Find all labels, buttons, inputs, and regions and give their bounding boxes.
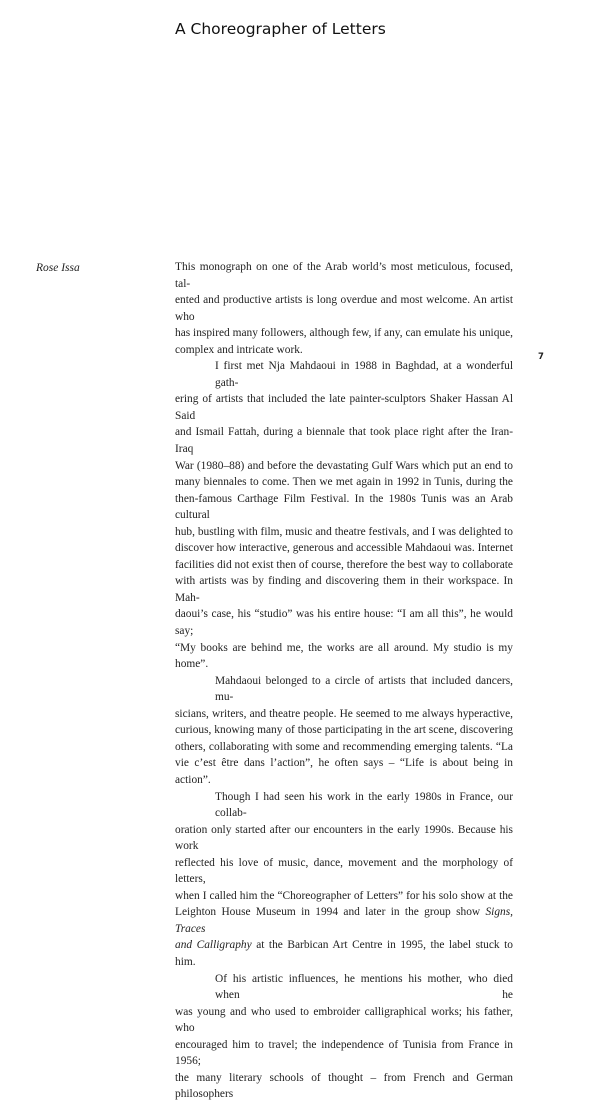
exhibition-title: Signs, Traces: [175, 906, 513, 935]
text-line: “My books are behind me, the works are all around. My studio is my home”.: [175, 641, 513, 671]
text-line: complex and intricate work.: [175, 343, 303, 356]
text-line: daoui’s case, his “studio” was his entire house: “I am all this”, he would say;: [175, 608, 513, 638]
text-line: oration only started after our encounters in the early 1990s. Because his work: [175, 823, 513, 853]
text-line: was young and who used to embroider calligraphical works; his father, who: [175, 1005, 513, 1035]
text-line: reflected his love of music, dance, movement and the morphology of letters,: [175, 856, 513, 886]
text-line: discover how interactive, generous and accessible Mahdaoui was. Internet: [175, 542, 513, 555]
text-line: encouraged him to travel; the independence of Tunisia from France in 1956;: [175, 1038, 513, 1068]
text-line: when I called him the “Choreographer of Letters” for his solo show at the: [175, 889, 513, 902]
text-line: ering of artists that included the late painter-sculptors Shaker Hassan Al Said: [175, 393, 513, 422]
paragraph-4: [175, 789, 513, 971]
paragraph-3: [175, 673, 513, 789]
text-line: hub, bustling with film, music and theatre festivals, and I was delighted to: [175, 525, 513, 538]
text-line: This monograph on one of the Arab world’s most meticulous, focused, tal-: [175, 261, 513, 290]
text-line: and Ismail Fattah, during a biennale that took place right after the Iran-Iraq: [175, 426, 513, 456]
exhibition-title: and Calligraphy: [175, 939, 252, 952]
text-line: the many literary schools of thought – from French and German philosophers: [175, 1071, 513, 1101]
text-line: Of his artistic influences, he mentions his mother, who died when he: [215, 972, 513, 1002]
text-line: has inspired many followers, although few, if any, can emulate his unique,: [175, 327, 513, 340]
text-line: Mahdaoui belonged to a circle of artists that included dancers, mu-: [215, 674, 513, 704]
text-line: Though I had seen his work in the early 1980s in France, our collab-: [215, 790, 513, 820]
text-fragment: Leighton House Museum in 1994 and later in the group show: [175, 906, 486, 919]
paragraph-1: [175, 259, 513, 358]
paragraph-5: [175, 971, 513, 1103]
text-line: War (1980–88) and before the devastating Gulf Wars which put an end to: [175, 459, 513, 472]
text-line: vie c’est être dans l’action”, he often says – “Life is about being in action”.: [175, 757, 513, 786]
text-fragment: at the Barbican Art Centre in 1995, the label stuck to him.: [175, 939, 513, 968]
page-number: 7: [538, 352, 544, 362]
author-byline: Rose Issa: [36, 262, 80, 274]
text-line: I first met Nja Mahdaoui in 1988 in Baghdad, at a wonderful gath-: [215, 360, 513, 389]
article-body: [175, 259, 513, 1103]
page-title: A Choreographer of Letters: [175, 20, 386, 38]
text-line: curious, knowing many of those participating in the art scene, discovering: [175, 724, 513, 737]
text-line: facilities did not exist then of course, therefore the best way to collaborate: [175, 558, 513, 571]
text-line: with artists was by finding and discovering them in their workspace. In Mah-: [175, 575, 513, 604]
text-line: others, collaborating with some and recommending emerging talents. “La: [175, 740, 513, 753]
paragraph-2: [175, 358, 513, 672]
text-line-with-title: [175, 937, 513, 970]
text-line: many biennales to come. Then we met again in 1992 in Tunis, during the: [175, 476, 513, 489]
text-line: then-famous Carthage Film Festival. In the 1980s Tunis was an Arab cultural: [175, 492, 513, 522]
text-line: ented and productive artists is long overdue and most welcome. An artist who: [175, 294, 513, 323]
text-line: sicians, writers, and theatre people. He seemed to me always hyperactive,: [175, 707, 513, 720]
text-line-with-title: [175, 904, 513, 937]
